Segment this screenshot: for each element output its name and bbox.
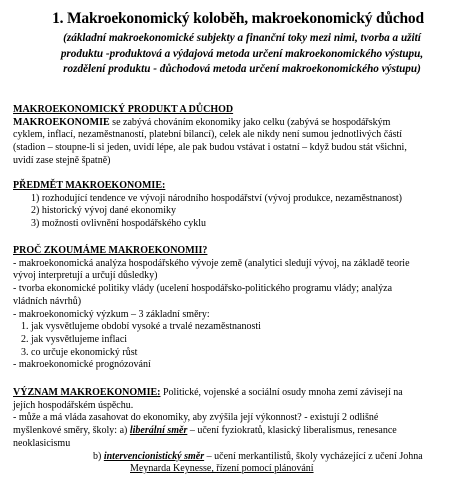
paragraph-line: uvidí zase stejně špatně) (13, 154, 111, 166)
term-interventionist: intervencionistický směr (103, 450, 205, 462)
list-item: 1. jak vysvětlujeme období vysoké a trvalé nezaměstnanosti (21, 321, 261, 333)
paragraph-line (13, 117, 468, 130)
paragraph-text: se zabývá chováním ekonomiky jako celku (zabývá se hospodářským (109, 116, 391, 128)
paragraph-line: - může a má vláda zasahovat do ekonomiky, aby zvýšila její výkonnost? - existují 2 odlišné (13, 412, 379, 424)
list-item: 3) možnosti ovlivnění hospodářského cyklu (31, 218, 206, 230)
paragraph-line: (stadion – stoupne-li si jeden, uvidí lépe, ale pak budou vstávat i ostatní – když budou stát všichni, (13, 142, 407, 154)
section-subject (13, 180, 468, 231)
section-why (13, 245, 468, 372)
paragraph-line (13, 425, 468, 438)
paragraph-text: myšlenkové směry, školy: a) (13, 425, 130, 437)
list-item: 1) rozhodující tendence ve vývoji národního hospodářství (vývoj produkce, nezaměstnanost) (31, 192, 403, 204)
paragraph-line: - tvorba ekonomické politiky vlády (ucelení hospodářsko-politického programu vlády; analýza (13, 283, 393, 295)
document-title: 1. Makroekonomický koloběh, makroekonomický důchod (52, 10, 424, 27)
paragraph-text: b) (93, 450, 104, 462)
paragraph-line: neoklasicismu (13, 437, 71, 449)
list-item: 2. jak vysvětlujeme inflaci (21, 333, 128, 345)
paragraph-text: – učení fyziokratů, klasický liberalismus, renesance (187, 425, 397, 437)
list-item: 3. co určuje ekonomický růst (21, 346, 138, 358)
paragraph-line: - makroekonomický výzkum – 3 základní směry: (13, 308, 210, 320)
subtitle-line: (základní makroekonomické subjekty a finanční toky mezi nimi, tvorba a užití (63, 32, 421, 44)
term-makroekonomie: MAKROEKONOMIE (13, 116, 110, 128)
section-significance (13, 387, 468, 476)
term-liberal: liberální směr (129, 425, 188, 437)
paragraph-line: vývoj interpretují a určují důsledky) (13, 270, 158, 282)
paragraph-line: cyklem, inflací, nezaměstnaností, platební bilancí), celek ale nikdy není sumou jednotlivých částí (13, 129, 403, 141)
section-product-income (13, 104, 468, 168)
paragraph-line: - makroekonomické prognózování (13, 359, 151, 371)
paragraph-line: Meynarda Keynesse, řízení pomocí plánování (130, 463, 314, 475)
paragraph-text: – učení merkantilistů, školy vycházející z učení Johna (204, 450, 423, 462)
list-item: 2) historický vývoj dané ekonomiky (31, 205, 176, 217)
paragraph-text: Politické, vojenské a sociální osudy mnoha zemí závisejí na (160, 387, 403, 398)
subtitle-line: produktu -produktová a výdajová metoda určení makroekonomického výstupu, (60, 47, 424, 60)
section-heading: MAKROEKONOMICKÝ PRODUKT A DŮCHOD (13, 104, 234, 115)
document-subtitle (14, 31, 470, 78)
section-heading: PŘEDMĚT MAKROEKONOMIE: (13, 180, 166, 191)
paragraph-line: vládních návrhů) (13, 295, 82, 307)
section-heading: VÝZNAM MAKROEKONOMIE: (13, 387, 161, 398)
paragraph-line (13, 387, 468, 400)
paragraph-line (13, 451, 468, 464)
subtitle-line: rozdělení produktu - důchodová metoda určení makroekonomického výstupu) (63, 63, 421, 75)
section-heading: PROČ ZKOUMÁME MAKROEKONOMII? (13, 245, 208, 256)
paragraph-line: - makroekonomická analýza hospodářského vývoje země (analytici sledují vývoj, na základě teorie (13, 257, 410, 269)
paragraph-line: jejích hospodářském úspěchu. (13, 399, 134, 411)
